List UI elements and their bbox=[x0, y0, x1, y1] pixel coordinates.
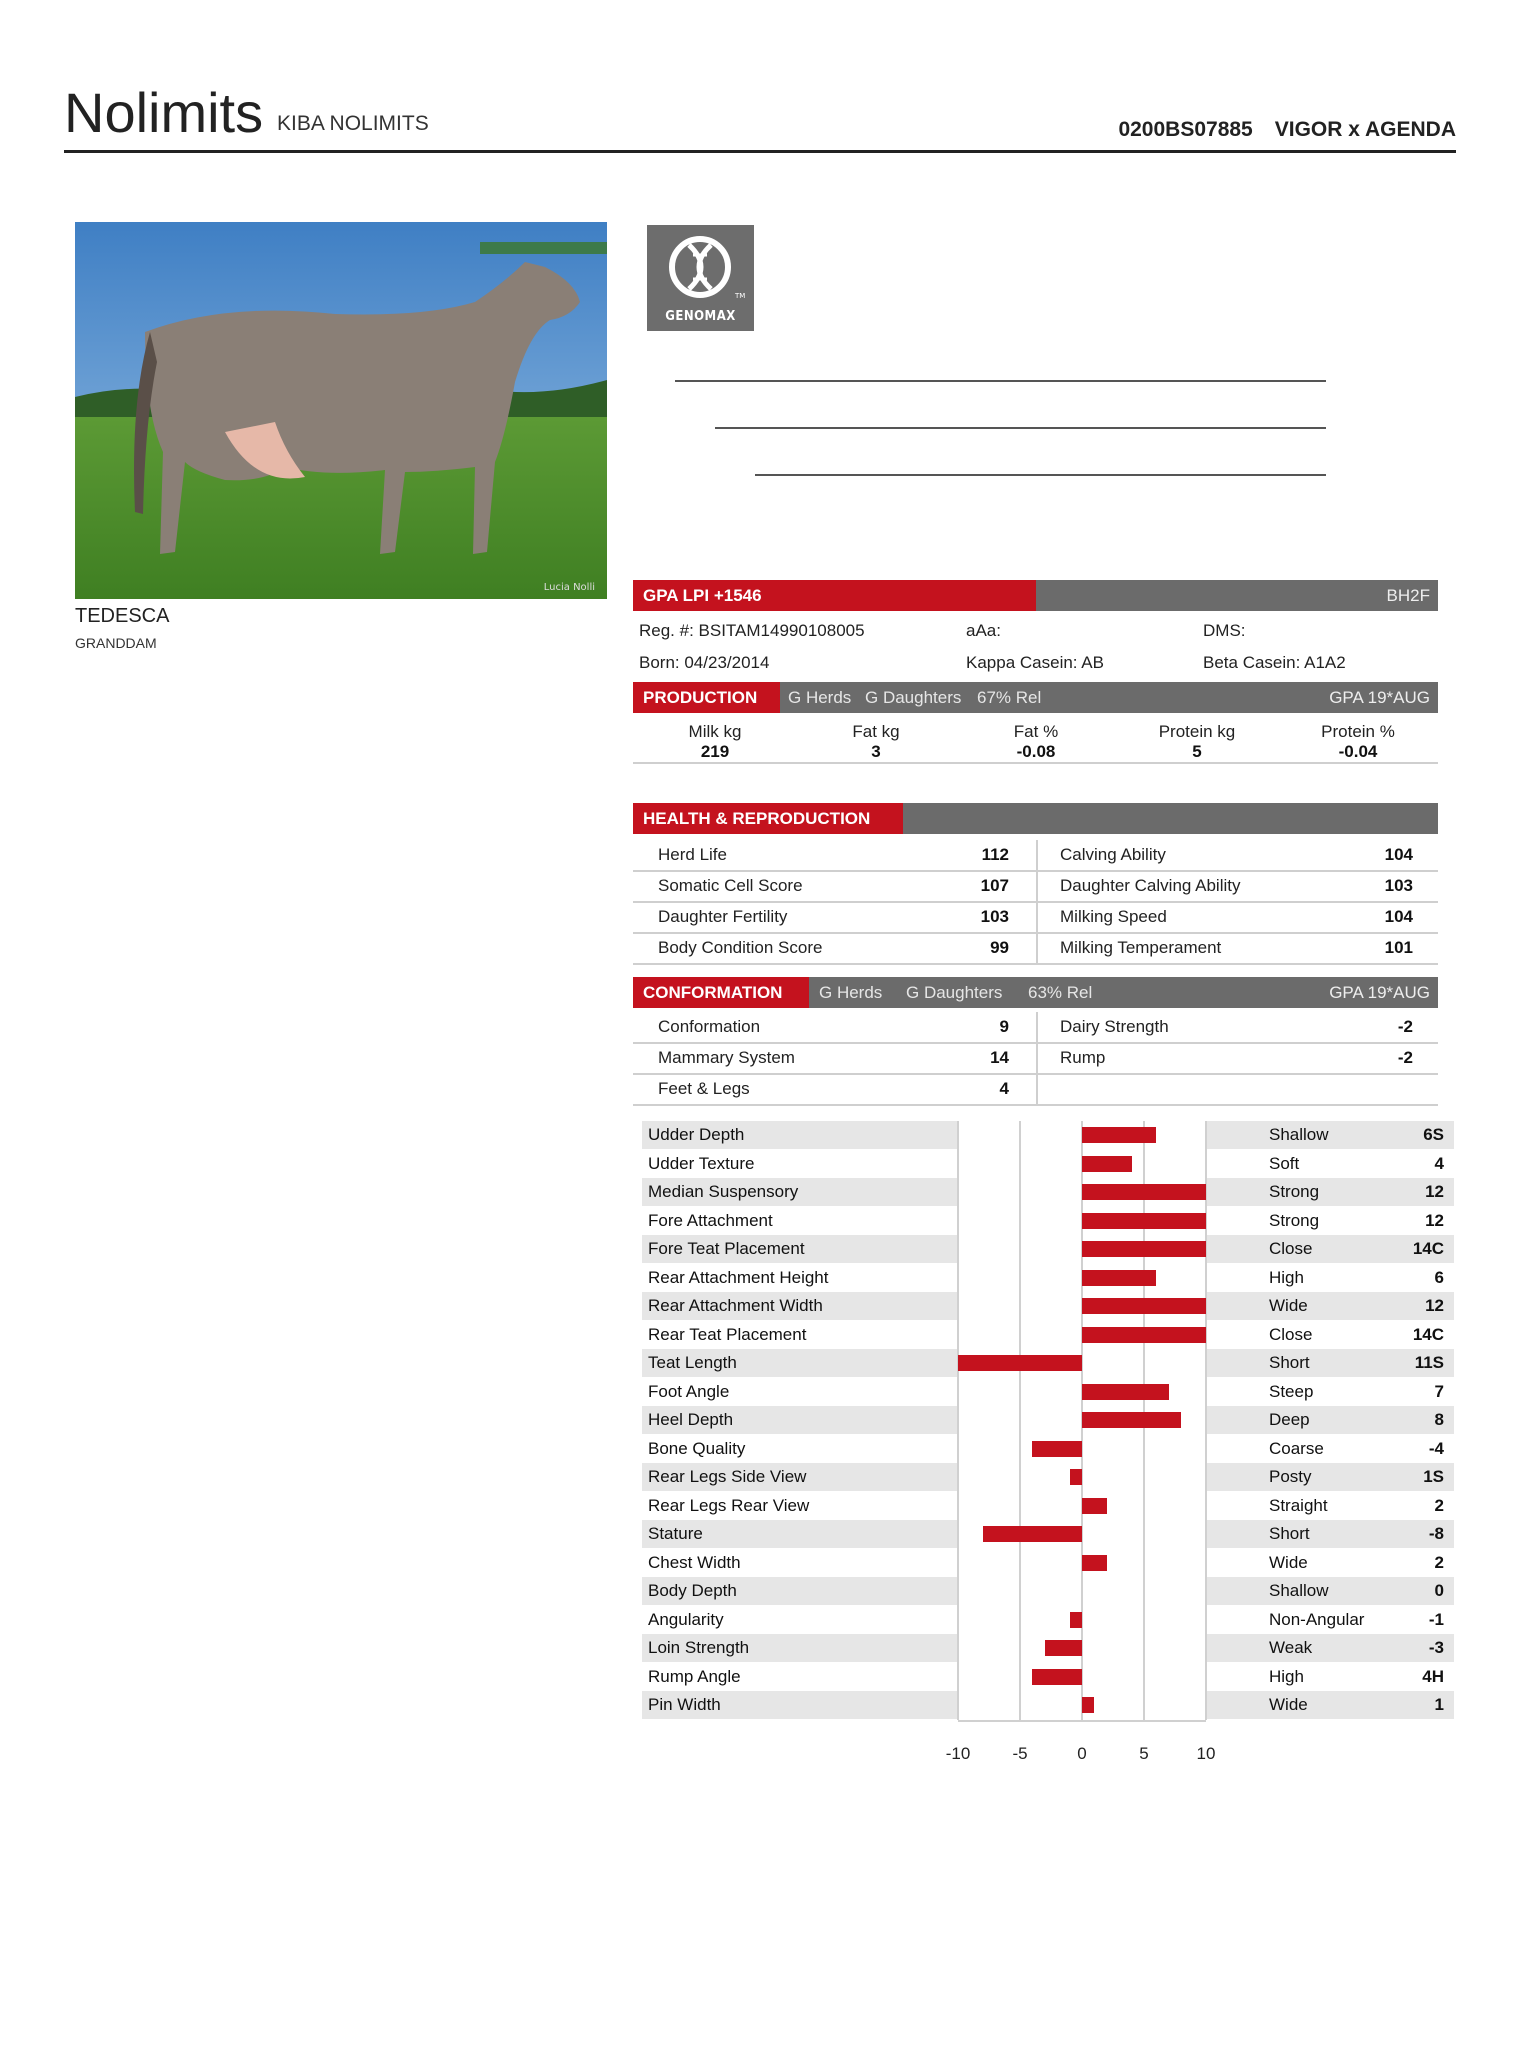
row-rule bbox=[633, 932, 1438, 934]
trait-value-label: 6 bbox=[1434, 1267, 1444, 1287]
logo-text: GENOMAX bbox=[665, 309, 736, 324]
trait-bar bbox=[1082, 1127, 1156, 1143]
trait-bar bbox=[1082, 1156, 1132, 1172]
trait-bar bbox=[1082, 1555, 1107, 1571]
trait-bar bbox=[1082, 1298, 1206, 1314]
trait-name: Rear Attachment Height bbox=[648, 1267, 829, 1287]
beta-casein: Beta Casein: A1A2 bbox=[1203, 653, 1346, 672]
header-rule bbox=[64, 150, 1456, 153]
conformation-row: Mammary System 14 bbox=[658, 1048, 1009, 1067]
trait-descriptor: Steep bbox=[1269, 1381, 1314, 1401]
row-rule bbox=[633, 870, 1438, 872]
trait-descriptor: Shallow bbox=[1269, 1581, 1329, 1600]
photo-watermark: Lucia Nolli bbox=[543, 582, 595, 593]
trait-name: Pin Width bbox=[648, 1695, 721, 1714]
health-row: Herd Life 112 bbox=[658, 845, 1009, 864]
trait-value-label: 11S bbox=[1414, 1353, 1444, 1372]
trait-descriptor: Wide bbox=[1269, 1296, 1308, 1315]
conformation-title: CONFORMATION bbox=[633, 977, 809, 1008]
trait-value-label: 14C bbox=[1412, 1324, 1444, 1344]
trait-name: Rear Teat Placement bbox=[648, 1324, 807, 1344]
conformation-row: Rump -2 bbox=[1060, 1048, 1413, 1067]
health-title: HEALTH & REPRODUCTION bbox=[633, 803, 903, 834]
gridline bbox=[957, 1121, 959, 1720]
row-rule bbox=[633, 1042, 1438, 1044]
trait-bar bbox=[1045, 1640, 1082, 1656]
sire-pedigree: VIGOR x AGENDA bbox=[1274, 118, 1456, 141]
trait-bar bbox=[1082, 1184, 1206, 1200]
granddam-photo bbox=[75, 222, 607, 599]
cow-illustration bbox=[75, 222, 607, 599]
production-source: GPA 19*AUG bbox=[1329, 688, 1430, 707]
registration-number: Reg. #: BSITAM14990108005 bbox=[639, 621, 865, 640]
trait-value-label: 12 bbox=[1425, 1210, 1444, 1230]
trait-value-label: 2 bbox=[1434, 1495, 1444, 1515]
trait-descriptor: Shallow bbox=[1269, 1125, 1329, 1144]
conformation-source: GPA 19*AUG bbox=[1329, 983, 1430, 1002]
signature-line-2 bbox=[715, 427, 1326, 429]
trait-name: Fore Attachment bbox=[648, 1210, 773, 1230]
trait-name: Udder Texture bbox=[648, 1153, 755, 1173]
trait-name: Teat Length bbox=[648, 1353, 737, 1372]
lpi-band bbox=[633, 580, 1438, 611]
production-item: Protein kg 5 bbox=[1158, 722, 1236, 761]
trait-value-label: 1 bbox=[1434, 1695, 1444, 1714]
dms-code: DMS: bbox=[1203, 621, 1246, 640]
health-row: Calving Ability 104 bbox=[1060, 845, 1413, 864]
trait-value-label: 4H bbox=[1422, 1666, 1444, 1686]
trait-value-label: 8 bbox=[1434, 1410, 1444, 1429]
production-title: PRODUCTION bbox=[633, 682, 780, 713]
trait-bar bbox=[983, 1526, 1082, 1542]
conformation-row: Dairy Strength -2 bbox=[1060, 1017, 1413, 1036]
production-daughters: G Daughters bbox=[865, 688, 962, 707]
health-row: Milking Temperament 101 bbox=[1060, 938, 1413, 957]
trait-value-label: 0 bbox=[1434, 1581, 1444, 1600]
x-tick-label: -10 bbox=[945, 1744, 971, 1763]
production-item: Fat kg 3 bbox=[852, 722, 900, 761]
row-rule bbox=[633, 963, 1438, 965]
trait-name: Rear Attachment Width bbox=[648, 1296, 823, 1315]
health-row: Somatic Cell Score 107 bbox=[658, 876, 1009, 895]
trait-name: Loin Strength bbox=[648, 1638, 750, 1657]
trait-descriptor: Weak bbox=[1269, 1638, 1313, 1657]
trait-name: Stature bbox=[648, 1524, 703, 1543]
trait-bar bbox=[1082, 1384, 1169, 1400]
trait-bar bbox=[1070, 1469, 1082, 1485]
sire-code: 0200BS07885 bbox=[1118, 118, 1253, 141]
trait-name: Body Depth bbox=[648, 1581, 737, 1600]
trait-value-label: 4 bbox=[1434, 1153, 1444, 1173]
trait-descriptor: High bbox=[1269, 1267, 1304, 1287]
trait-value-label: 6S bbox=[1423, 1125, 1444, 1144]
production-rule bbox=[633, 762, 1438, 764]
production-reliability: 67% Rel bbox=[977, 688, 1042, 707]
trait-value-label: -4 bbox=[1428, 1438, 1444, 1458]
x-tick-label: 10 bbox=[1196, 1744, 1216, 1763]
trait-descriptor: Close bbox=[1269, 1239, 1313, 1258]
trait-value-label: 14C bbox=[1412, 1239, 1444, 1258]
trait-bar bbox=[1082, 1213, 1206, 1229]
haplotype-code: BH2F bbox=[1386, 586, 1430, 605]
trait-value-label: -1 bbox=[1428, 1609, 1444, 1629]
trait-descriptor: Short bbox=[1269, 1353, 1310, 1372]
trait-value-label: -3 bbox=[1428, 1638, 1444, 1657]
signature-line-3 bbox=[755, 474, 1326, 476]
row-rule bbox=[633, 1104, 1438, 1106]
sire-full-name: KIBA NOLIMITS bbox=[277, 112, 429, 135]
x-tick-label: -5 bbox=[1012, 1744, 1028, 1763]
trait-bar bbox=[1082, 1270, 1156, 1286]
granddam-label: GRANDDAM bbox=[75, 635, 157, 651]
trait-name: Udder Depth bbox=[648, 1125, 745, 1144]
genomax-logo bbox=[647, 225, 754, 331]
x-tick-label: 5 bbox=[1139, 1744, 1149, 1763]
trait-name: Rear Legs Side View bbox=[648, 1467, 807, 1486]
gridline bbox=[1205, 1121, 1207, 1720]
trait-descriptor: Strong bbox=[1269, 1182, 1320, 1201]
trait-descriptor: Non-Angular bbox=[1269, 1609, 1365, 1629]
trait-bar bbox=[1082, 1697, 1094, 1713]
trait-descriptor: Wide bbox=[1269, 1552, 1308, 1572]
trait-descriptor: Coarse bbox=[1269, 1438, 1324, 1458]
conformation-band bbox=[633, 977, 1438, 1008]
gridline bbox=[1019, 1121, 1021, 1720]
signature-line-1 bbox=[675, 380, 1326, 382]
trait-name: Fore Teat Placement bbox=[648, 1239, 805, 1258]
trait-descriptor: Strong bbox=[1269, 1210, 1320, 1230]
production-herds: G Herds bbox=[788, 688, 852, 707]
trait-bar bbox=[1082, 1241, 1206, 1257]
trait-name: Rear Legs Rear View bbox=[648, 1495, 810, 1515]
production-item: Protein % -0.04 bbox=[1321, 722, 1395, 761]
trait-bar bbox=[1082, 1327, 1206, 1343]
sire-short-name: Nolimits bbox=[64, 81, 264, 144]
health-row: Milking Speed 104 bbox=[1060, 907, 1413, 926]
granddam-name: TEDESCA bbox=[75, 605, 170, 627]
x-tick-label: 0 bbox=[1077, 1744, 1087, 1763]
trait-value-label: 12 bbox=[1425, 1182, 1444, 1201]
trait-bar bbox=[1032, 1441, 1082, 1457]
trait-descriptor: Posty bbox=[1269, 1467, 1312, 1486]
trait-value-label: 7 bbox=[1434, 1381, 1444, 1401]
trait-bar bbox=[1032, 1669, 1082, 1685]
trait-name: Foot Angle bbox=[648, 1381, 730, 1401]
trait-descriptor: Soft bbox=[1269, 1153, 1300, 1173]
trait-name: Bone Quality bbox=[648, 1438, 746, 1458]
health-row: Daughter Calving Ability 103 bbox=[1060, 876, 1413, 895]
lpi-value: GPA LPI +1546 bbox=[633, 580, 1036, 611]
trait-descriptor: High bbox=[1269, 1666, 1304, 1686]
trait-descriptor: Wide bbox=[1269, 1695, 1308, 1714]
health-row: Body Condition Score 99 bbox=[658, 938, 1009, 957]
trait-descriptor: Short bbox=[1269, 1524, 1310, 1543]
trait-bar bbox=[1070, 1612, 1082, 1628]
trademark-mark: TM bbox=[735, 292, 746, 300]
trait-descriptor: Straight bbox=[1269, 1495, 1328, 1515]
trait-value-label: 1S bbox=[1423, 1467, 1444, 1486]
aaa-code: aAa: bbox=[966, 621, 1001, 640]
health-row: Daughter Fertility 103 bbox=[658, 907, 1009, 926]
trait-name: Median Suspensory bbox=[648, 1182, 799, 1201]
row-rule bbox=[633, 901, 1438, 903]
dna-helix-icon bbox=[647, 225, 754, 305]
conformation-daughters: G Daughters bbox=[906, 983, 1003, 1002]
production-item: Milk kg 219 bbox=[688, 722, 742, 761]
trait-value-label: 12 bbox=[1425, 1296, 1444, 1315]
trait-bar bbox=[1082, 1498, 1107, 1514]
trait-value-label: -8 bbox=[1428, 1524, 1444, 1543]
birth-date: Born: 04/23/2014 bbox=[639, 653, 770, 672]
chart-baseline bbox=[958, 1720, 1206, 1722]
trait-bar bbox=[1082, 1412, 1181, 1428]
trait-descriptor: Deep bbox=[1269, 1410, 1310, 1429]
kappa-casein: Kappa Casein: AB bbox=[966, 653, 1104, 672]
trait-descriptor: Close bbox=[1269, 1324, 1313, 1344]
health-band bbox=[633, 803, 1438, 834]
conformation-reliability: 63% Rel bbox=[1028, 983, 1093, 1002]
conformation-herds: G Herds bbox=[819, 983, 883, 1002]
header-right bbox=[1118, 118, 1456, 142]
trait-name: Chest Width bbox=[648, 1552, 741, 1572]
trait-bar bbox=[958, 1355, 1082, 1371]
trait-name: Heel Depth bbox=[648, 1410, 734, 1429]
trait-name: Rump Angle bbox=[648, 1666, 741, 1686]
trait-name: Angularity bbox=[648, 1609, 724, 1629]
trait-value-label: 2 bbox=[1434, 1552, 1444, 1572]
production-band bbox=[633, 682, 1438, 713]
conformation-row: Conformation 9 bbox=[658, 1017, 1009, 1036]
row-rule bbox=[633, 1073, 1438, 1075]
production-item: Fat % -0.08 bbox=[1013, 722, 1059, 761]
conformation-row: Feet & Legs 4 bbox=[658, 1079, 1009, 1098]
